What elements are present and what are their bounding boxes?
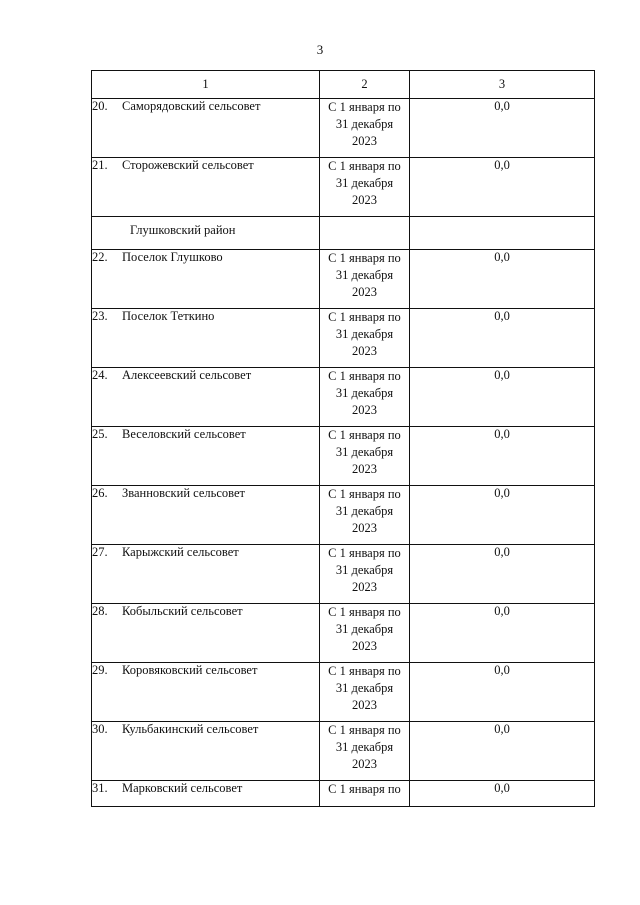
table-row — [92, 99, 595, 158]
period-line: С 1 января по — [328, 723, 401, 737]
period-line: 2023 — [352, 580, 377, 594]
period-line: С 1 января по — [328, 546, 401, 560]
name-cell — [92, 604, 320, 663]
column-header: 2 — [320, 71, 410, 99]
period-line: 2023 — [352, 285, 377, 299]
period-line: 31 декабря — [335, 327, 394, 341]
row-number: 31. — [92, 781, 108, 795]
period-line: 31 декабря — [335, 386, 394, 400]
period-line: С 1 января по — [328, 428, 401, 442]
column-header: 1 — [92, 71, 320, 99]
municipality-name: Карыжский сельсовет — [122, 545, 239, 559]
period-cell — [320, 158, 410, 217]
row-number: 27. — [92, 545, 108, 559]
value-cell: 0,0 — [410, 158, 595, 217]
value-cell: 0,0 — [410, 250, 595, 309]
period-cell — [320, 486, 410, 545]
period-line: 2023 — [352, 193, 377, 207]
value-cell: 0,0 — [410, 722, 595, 781]
period-line: 2023 — [352, 403, 377, 417]
period-cell — [320, 427, 410, 486]
table-row — [92, 250, 595, 309]
municipality-name: Поселок Глушково — [122, 250, 223, 264]
period-line: 2023 — [352, 462, 377, 476]
table-body — [92, 99, 595, 807]
period-cell — [320, 99, 410, 158]
district-row — [92, 217, 595, 250]
row-number: 28. — [92, 604, 108, 618]
row-number: 30. — [92, 722, 108, 736]
value-cell: 0,0 — [410, 486, 595, 545]
municipality-name: Сторожевский сельсовет — [122, 158, 254, 172]
period-cell — [320, 663, 410, 722]
page-number: 3 — [316, 42, 324, 57]
period-cell — [320, 604, 410, 663]
period-line: С 1 января по — [328, 782, 401, 796]
period-line: 2023 — [352, 757, 377, 771]
name-cell — [92, 545, 320, 604]
period-line: 31 декабря — [335, 740, 394, 754]
period-line: С 1 января по — [328, 487, 401, 501]
table-row — [92, 368, 595, 427]
row-number: 23. — [92, 309, 108, 323]
name-cell — [92, 250, 320, 309]
municipality-name: Поселок Теткино — [122, 309, 215, 323]
period-line: С 1 января по — [328, 100, 401, 114]
table-row — [92, 545, 595, 604]
period-cell — [320, 781, 410, 807]
value-cell: 0,0 — [410, 663, 595, 722]
period-line: 31 декабря — [335, 268, 394, 282]
value-cell: 0,0 — [410, 99, 595, 158]
period-line: 2023 — [352, 344, 377, 358]
value-cell — [410, 217, 595, 250]
municipality-name: Саморядовский сельсовет — [122, 99, 261, 113]
period-cell — [320, 722, 410, 781]
row-number: 29. — [92, 663, 108, 677]
name-cell — [92, 158, 320, 217]
table-row — [92, 663, 595, 722]
period-line: 2023 — [352, 521, 377, 535]
period-line: С 1 января по — [328, 605, 401, 619]
table-row — [92, 722, 595, 781]
value-cell: 0,0 — [410, 781, 595, 807]
municipality-name: Коровяковский сельсовет — [122, 663, 258, 677]
period-line: С 1 января по — [328, 251, 401, 265]
district-name: Глушковский район — [92, 217, 320, 250]
row-number: 26. — [92, 486, 108, 500]
period-cell — [320, 217, 410, 250]
period-line: 31 декабря — [335, 504, 394, 518]
value-cell: 0,0 — [410, 604, 595, 663]
table-row — [92, 486, 595, 545]
period-cell — [320, 368, 410, 427]
name-cell — [92, 368, 320, 427]
period-line: 2023 — [352, 639, 377, 653]
name-cell — [92, 781, 320, 807]
period-line: С 1 января по — [328, 664, 401, 678]
period-line: 31 декабря — [335, 445, 394, 459]
table-row — [92, 158, 595, 217]
table-row — [92, 604, 595, 663]
name-cell — [92, 309, 320, 368]
table-row — [92, 309, 595, 368]
name-cell — [92, 486, 320, 545]
row-number: 24. — [92, 368, 108, 382]
row-number: 25. — [92, 427, 108, 441]
period-line: С 1 января по — [328, 310, 401, 324]
name-cell — [92, 663, 320, 722]
period-line: 31 декабря — [335, 176, 394, 190]
name-cell — [92, 99, 320, 158]
value-cell: 0,0 — [410, 545, 595, 604]
period-line: 2023 — [352, 134, 377, 148]
value-cell: 0,0 — [410, 368, 595, 427]
municipality-name: Кобыльский сельсовет — [122, 604, 243, 618]
municipality-name: Веселовский сельсовет — [122, 427, 246, 441]
data-table — [91, 70, 595, 807]
period-line: 31 декабря — [335, 117, 394, 131]
period-line: 2023 — [352, 698, 377, 712]
table-row — [92, 427, 595, 486]
name-cell — [92, 427, 320, 486]
period-cell — [320, 250, 410, 309]
municipality-name: Званновский сельсовет — [122, 486, 245, 500]
row-number: 22. — [92, 250, 108, 264]
value-cell: 0,0 — [410, 309, 595, 368]
table-row — [92, 781, 595, 807]
period-line: 31 декабря — [335, 622, 394, 636]
period-line: С 1 января по — [328, 159, 401, 173]
municipality-name: Кульбакинский сельсовет — [122, 722, 259, 736]
column-header: 3 — [410, 71, 595, 99]
municipality-name: Марковский сельсовет — [122, 781, 243, 795]
table-header-row — [92, 71, 595, 99]
period-cell — [320, 309, 410, 368]
value-cell: 0,0 — [410, 427, 595, 486]
municipality-name: Алексеевский сельсовет — [122, 368, 252, 382]
row-number: 20. — [92, 99, 108, 113]
period-cell — [320, 545, 410, 604]
period-line: С 1 января по — [328, 369, 401, 383]
period-line: 31 декабря — [335, 563, 394, 577]
period-line: 31 декабря — [335, 681, 394, 695]
name-cell — [92, 722, 320, 781]
row-number: 21. — [92, 158, 108, 172]
